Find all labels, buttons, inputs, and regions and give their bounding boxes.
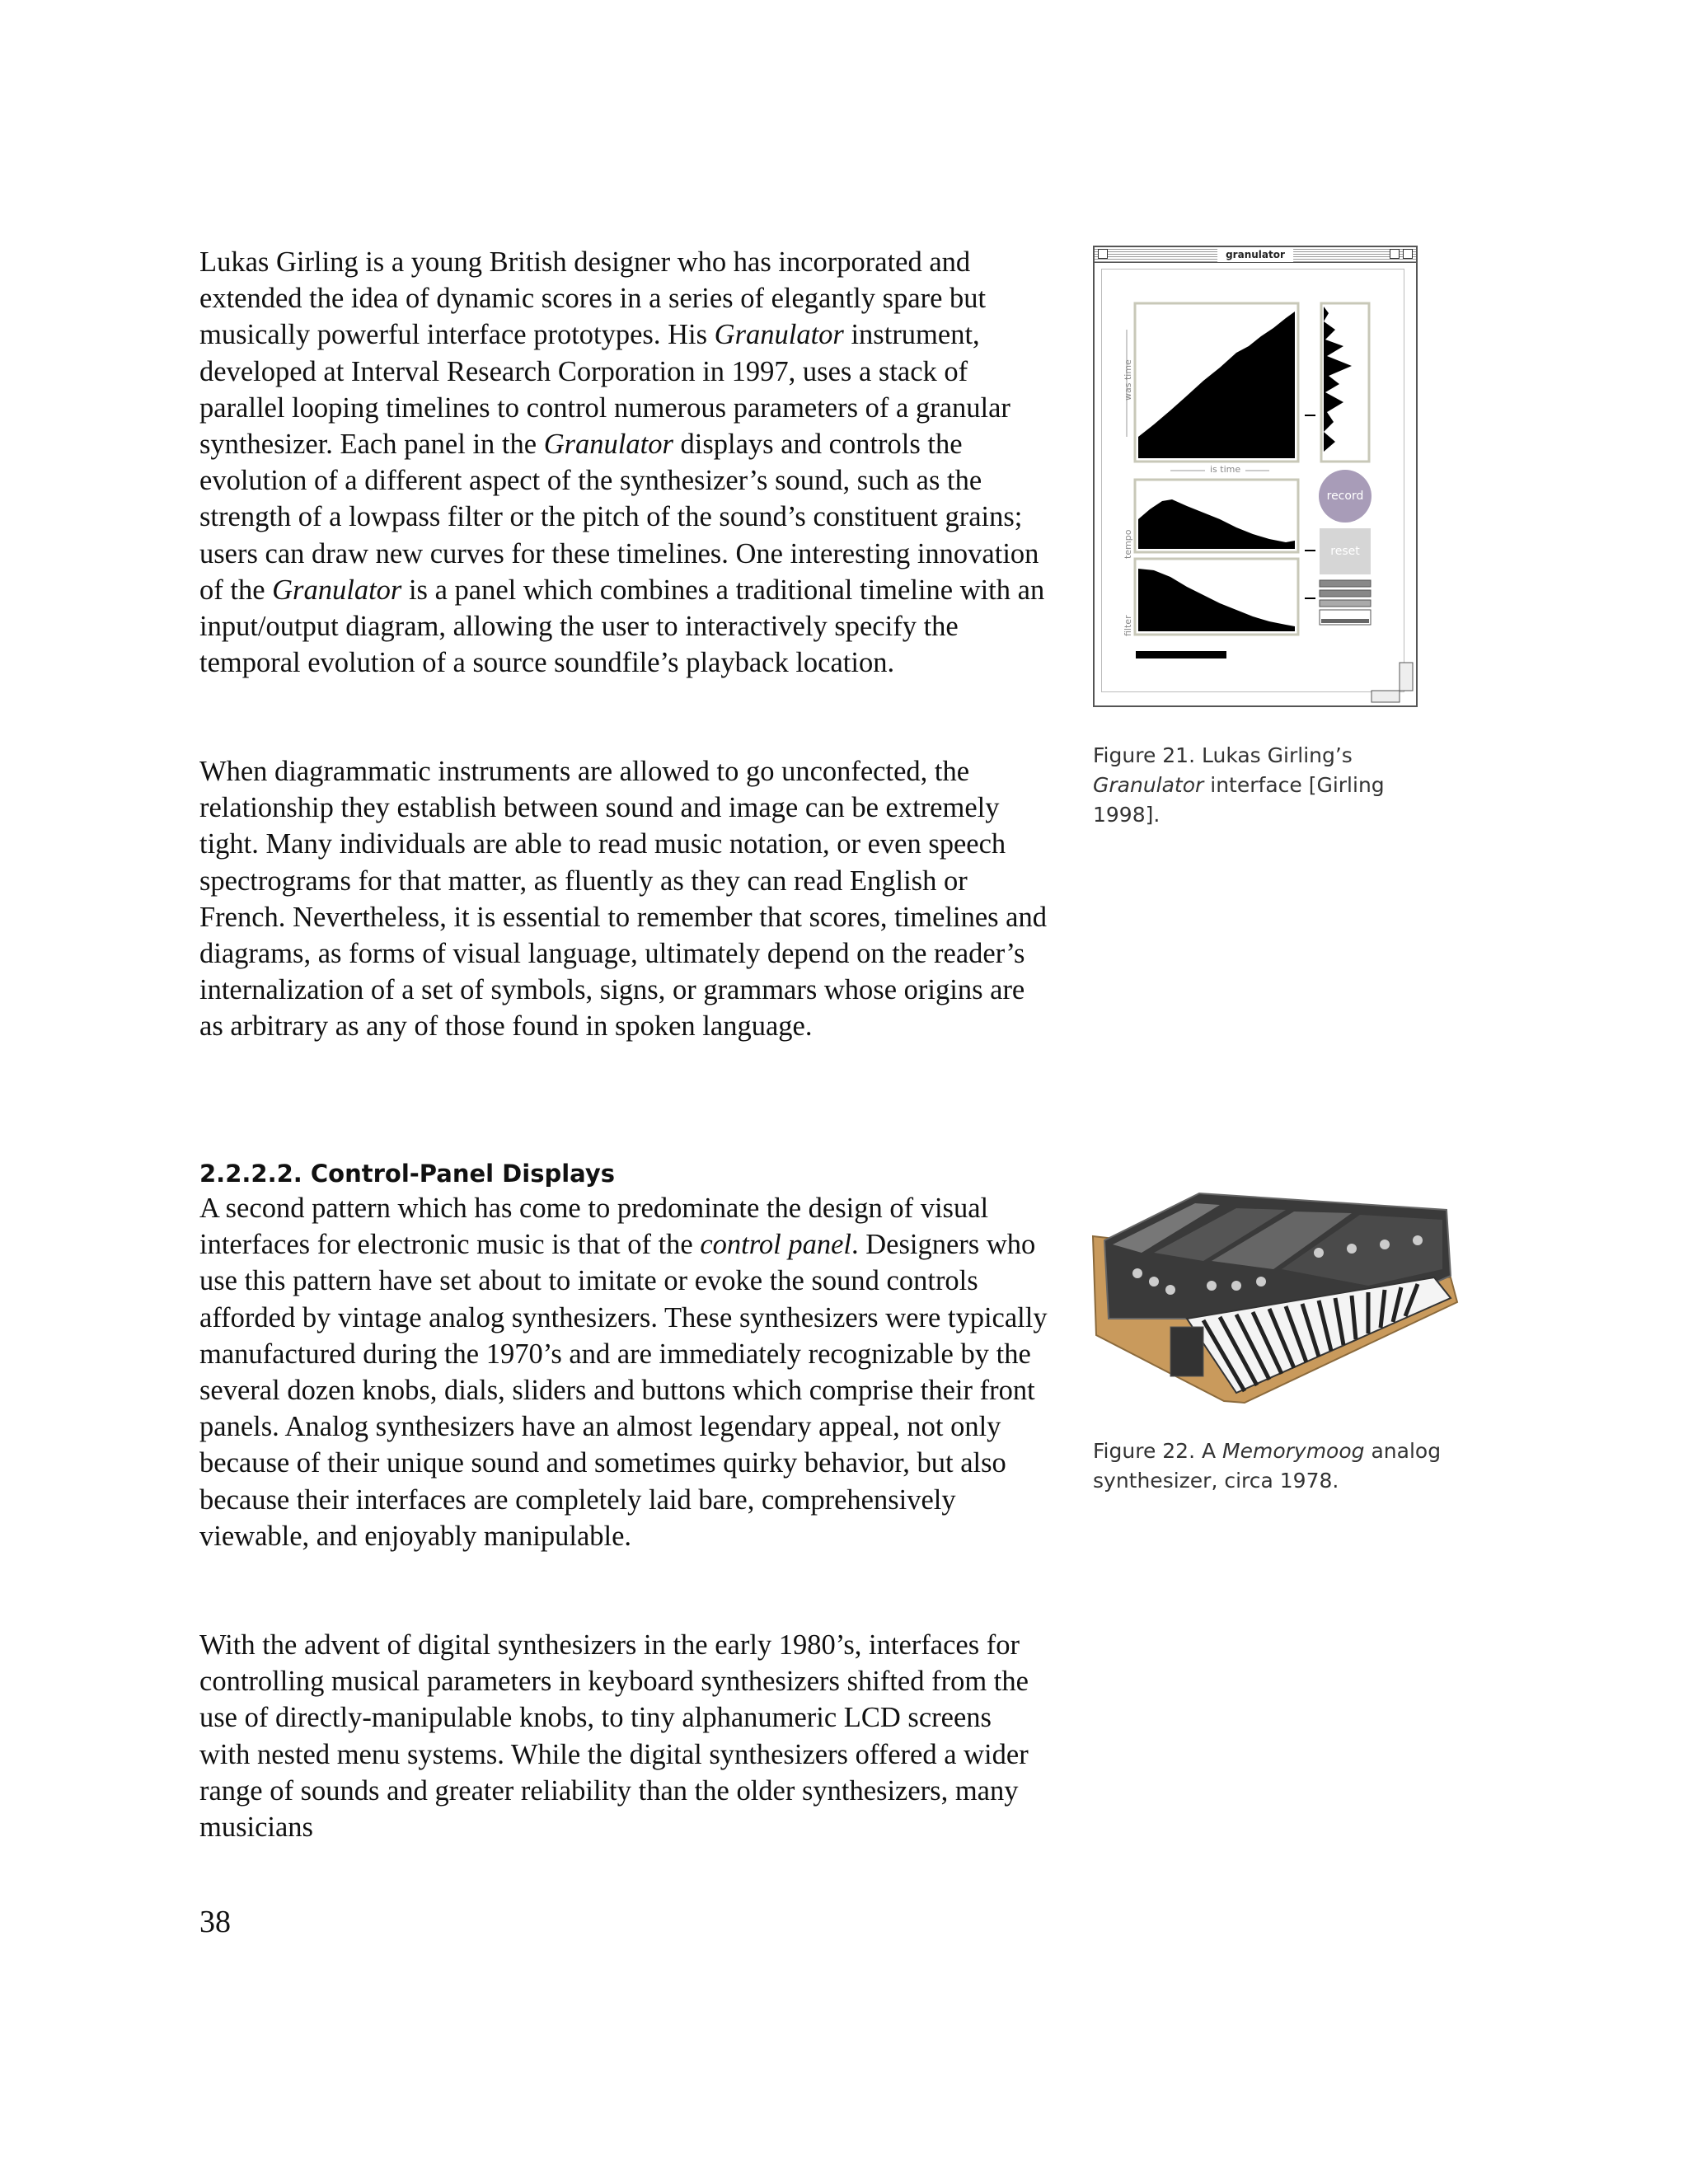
section-heading: 2.2.2.2. Control-Panel Displays [199, 1160, 616, 1188]
knob [1165, 1285, 1175, 1295]
knob [1314, 1248, 1324, 1258]
paragraph-text: A second pattern which has come to predominate the design of visual interfaces for electronic music is that of the control panel. Designers who use this pattern have set about to imitate or evoke the sound controls afforded by vintage analog synthesizers. These synthesizers were typically manufactured during the 1970’s and are immediately recognizable by the several dozen knobs, dials, sliders and buttons which comprise their front panels. Analog synthesizers have an almost legendary appeal, not only because of their unique sound and sometimes quirky behavior, but also because their interfaces are completely laid bare, comprehensively viewable, and enjoyably manipulable. [199, 1193, 1048, 1552]
knob [1380, 1240, 1390, 1249]
knob [1256, 1277, 1266, 1286]
paragraph-text: When diagrammatic instruments are allowed to go unconfected, the relationship they establish between sound and image can be extremely tight. Many individuals are able to read music notation, or even speech spectrograms for that matter, as fluently as they can read English or French. Nevertheless, it is essential to remember that scores, timelines and diagrams, as forms of visual language, ultimately depend on the reader’s internalization of a set of symbols, signs, or grammars whose origins are as arbitrary as any of those found in spoken language. [199, 756, 1047, 1043]
reset-button[interactable]: reset [1320, 528, 1371, 574]
figure-21-caption: Figure 21. Lukas Girling’s Granulator interface [Girling 1998]. [1093, 743, 1385, 827]
paragraph-text: With the advent of digital synthesizers in the early 1980’s, interfaces for controlling musical parameters in keyboard synthesizers shifted from the use of directly-manipulable knobs, to tiny alphanumeric LCD screens with nested menu systems. While the digital synthesizers offered a wider range of sounds and greater reliability than the older synthesizers, many musicians [199, 1629, 1029, 1844]
control-strip [1320, 590, 1371, 597]
scrollbar-horizontal [1372, 691, 1400, 702]
position-bar [1136, 651, 1226, 658]
record-button[interactable]: record [1319, 470, 1372, 523]
figure-22-caption: Figure 22. A Memorymoog analog synthesizer, circa 1978. [1093, 1439, 1442, 1493]
scrollbar-vertical [1400, 663, 1413, 691]
knob [1413, 1235, 1423, 1245]
control-strip [1320, 600, 1371, 607]
is-time-label: is time [1205, 464, 1245, 475]
paragraph-text: Lukas Girling is a young British designer who has incorporated and extended the idea of dynamic scores in a series of elegantly spare but musically powerful interface prototypes. His Granulator instrument, developed at Interval Research Corporation in 1997, uses a stack of parallel looping timelines to control numerous parameters of a granular synthesizer. Each panel in the Granulator displays and controls the evolution of a different aspect of the synthesizer’s sound, such as the strength of a lowpass filter or the pitch of the sound’s constituent grains; users can draw new curves for these timelines. One interesting innovation of the Granulator is a panel which combines a traditional timeline with an input/output diagram, allowing the user to interactively specify the temporal evolution of a source soundfile’s playback location. [199, 246, 1045, 679]
tempo-label: tempo [1123, 529, 1133, 559]
control-fill [1321, 619, 1369, 623]
filter-label: filter [1123, 615, 1133, 636]
memorymoog-synth-illustration [1093, 1193, 1457, 1403]
window-title: granulator [1217, 247, 1293, 262]
knob [1149, 1277, 1159, 1286]
knob [1132, 1268, 1142, 1278]
was-time-label: was time [1123, 359, 1133, 401]
page-number: 38 [199, 1905, 231, 1939]
knob [1347, 1244, 1357, 1254]
control-strip [1320, 580, 1371, 587]
pitch-wheel-panel [1170, 1327, 1203, 1376]
knob [1207, 1281, 1217, 1291]
knob [1231, 1281, 1241, 1291]
